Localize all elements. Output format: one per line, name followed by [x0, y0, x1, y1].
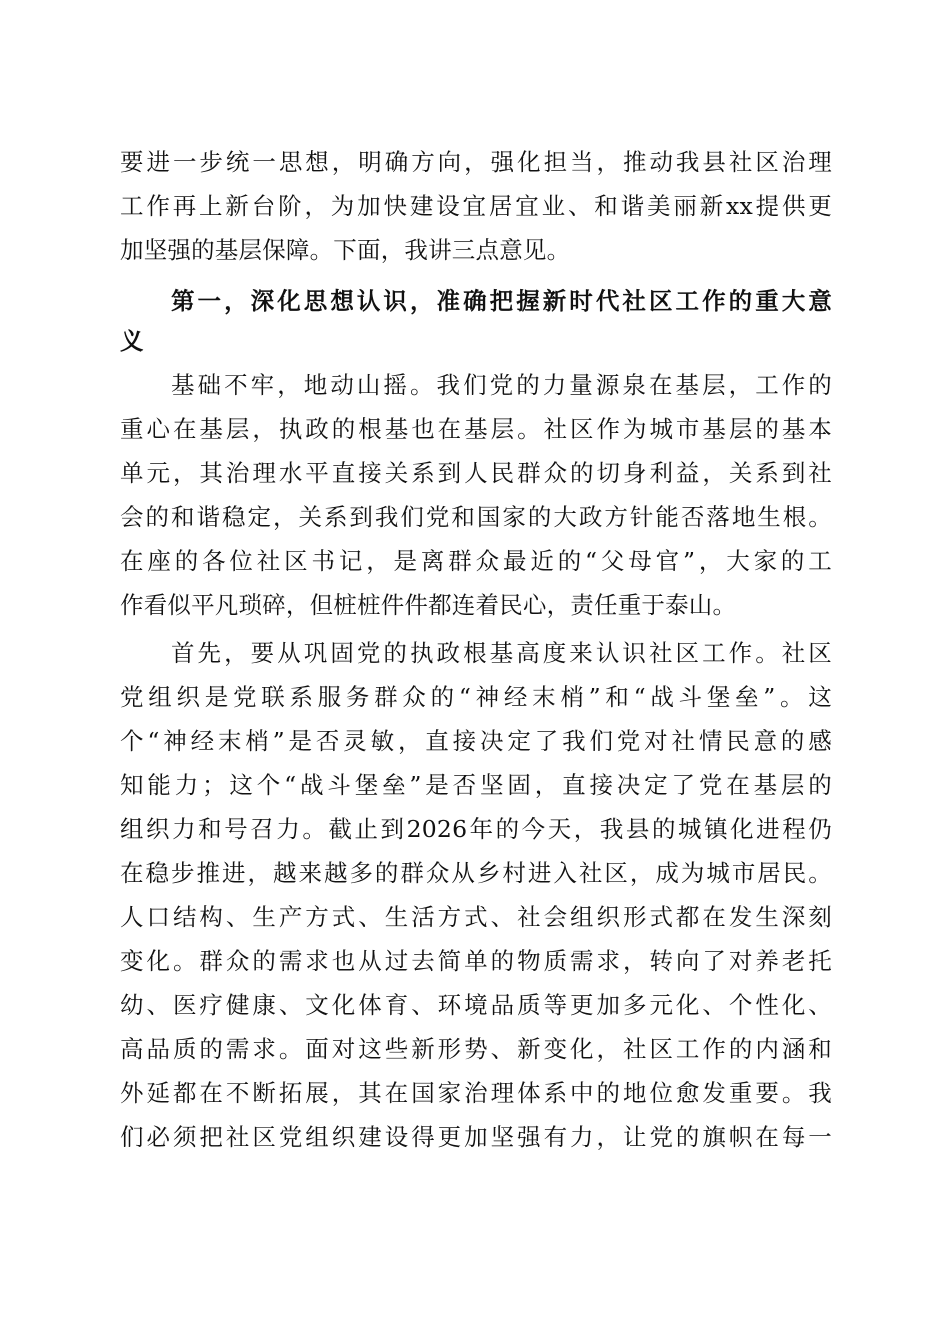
body-text-line: 高品质的需求。面对这些新形势、新变化，社区工作的内涵和	[120, 1035, 832, 1063]
body-text-line: 党组织是党联系服务群众的“神经末梢”和“战斗堡垒”。这	[120, 683, 832, 711]
body-text-line: 作看似平凡琐碎，但桩桩件件都连着民心，责任重于泰山。	[120, 591, 737, 619]
body-text-line: 变化。群众的需求也从过去简单的物质需求，转向了对养老托	[120, 947, 832, 975]
body-text-line: 工作再上新台阶，为加快建设宜居宜业、和谐美丽新xx提供更	[120, 192, 832, 220]
body-text-line: 幼、医疗健康、文化体育、环境品质等更加多元化、个性化、	[120, 991, 832, 1019]
body-text-line: 加坚强的基层保障。下面，我讲三点意见。	[120, 236, 571, 264]
body-text-line: 外延都在不断拓展，其在国家治理体系中的地位愈发重要。我	[120, 1079, 832, 1107]
section-heading: 第一，深化思想认识，准确把握新时代社区工作的重大意	[171, 287, 832, 315]
body-text-line: 组织力和号召力。截止到2026年的今天，我县的城镇化进程仍	[120, 815, 832, 843]
body-text-line: 基础不牢，地动山摇。我们党的力量源泉在基层，工作的	[171, 371, 832, 399]
body-text-line: 单元，其治理水平直接关系到人民群众的切身利益，关系到社	[120, 459, 832, 487]
body-text-line: 们必须把社区党组织建设得更加坚强有力，让党的旗帜在每一	[120, 1123, 832, 1151]
body-text-line: 首先，要从巩固党的执政根基高度来认识社区工作。社区	[171, 639, 832, 667]
body-text-line: 个“神经末梢”是否灵敏，直接决定了我们党对社情民意的感	[120, 727, 832, 755]
body-text-line: 会的和谐稳定，关系到我们党和国家的大政方针能否落地生根。	[120, 503, 832, 531]
body-text-line: 在稳步推进，越来越多的群众从乡村进入社区，成为城市居民。	[120, 859, 832, 887]
body-text-line: 要进一步统一思想，明确方向，强化担当，推动我县社区治理	[120, 148, 832, 176]
body-text-line: 重心在基层，执政的根基也在基层。社区作为城市基层的基本	[120, 415, 832, 443]
body-text-line: 在座的各位社区书记，是离群众最近的“父母官”，大家的工	[120, 547, 832, 575]
section-heading-continuation: 义	[120, 327, 144, 355]
body-text-line: 知能力；这个“战斗堡垒”是否坚固，直接决定了党在基层的	[120, 771, 832, 799]
body-text-line: 人口结构、生产方式、生活方式、社会组织形式都在发生深刻	[120, 903, 832, 931]
